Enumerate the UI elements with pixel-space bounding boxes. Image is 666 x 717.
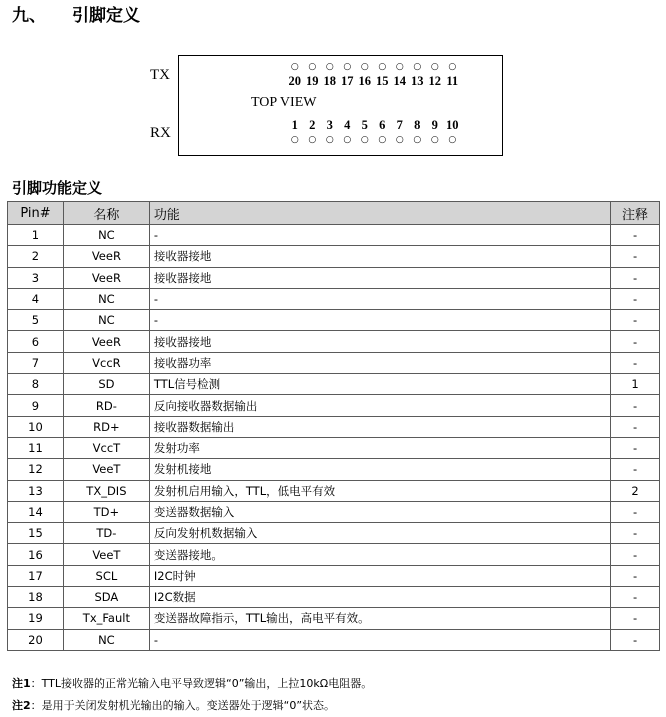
table-row (8, 225, 660, 246)
pin-name-cell: TD+ (63, 501, 149, 522)
pin-function-cell: 变送器接地。 (149, 544, 610, 565)
pin-marker: ○ (430, 135, 439, 145)
tx-label: TX (150, 67, 170, 83)
pin-note-cell: 2 (611, 480, 660, 501)
pin-number: 10 (446, 118, 459, 132)
pin-number-cell: 10 (8, 416, 64, 437)
pin-number-cell: 7 (8, 352, 64, 373)
pin-marker: ○ (308, 62, 317, 72)
pin-marker: ○ (378, 62, 387, 72)
table-row (8, 587, 660, 608)
pin-name-cell: VeeT (63, 459, 149, 480)
pin-note-cell: - (611, 225, 660, 246)
table-row (8, 374, 660, 395)
pin-number: 19 (306, 74, 319, 88)
pin-note-cell: - (611, 523, 660, 544)
pin-note-cell: - (611, 544, 660, 565)
table-row (8, 352, 660, 373)
pin-number: 17 (341, 74, 354, 88)
pin-number: 11 (446, 74, 459, 88)
pin-number: 16 (358, 74, 371, 88)
table-row (8, 310, 660, 331)
pin-note-cell: - (611, 395, 660, 416)
pin-function-table (7, 201, 660, 651)
note-1-label: 注1 (12, 677, 31, 690)
pin-function-cell: TTL信号检测 (149, 374, 610, 395)
pin-number: 12 (428, 74, 441, 88)
tx-pin-numbers (286, 74, 461, 89)
tx-pin-markers (286, 62, 461, 72)
pin-note-cell: - (611, 267, 660, 288)
pin-number: 15 (376, 74, 389, 88)
pin-name-cell: SDA (63, 587, 149, 608)
pin-function-cell: - (149, 225, 610, 246)
pin-number-cell: 14 (8, 501, 64, 522)
table-row (8, 565, 660, 586)
pin-number: 7 (396, 118, 403, 132)
pin-number-cell: 17 (8, 565, 64, 586)
pin-note-cell: - (611, 565, 660, 586)
pin-name-cell: SCL (63, 565, 149, 586)
top-view-label: TOP VIEW (251, 95, 317, 110)
pin-marker: ○ (343, 135, 352, 145)
pin-marker: ○ (448, 62, 457, 72)
pin-function-cell: 发射机接地 (149, 459, 610, 480)
pin-marker: ○ (395, 135, 404, 145)
pin-name-cell: VeeT (63, 544, 149, 565)
table-row (8, 501, 660, 522)
pin-function-cell: 变送器故障指示，TTL输出，高电平有效。 (149, 608, 610, 629)
note-1-text: ：TTL接收器的正常光输入电平导致逻辑“0”输出，上拉10kΩ电阻器。 (30, 677, 373, 690)
pin-number: 5 (361, 118, 368, 132)
pin-note-cell: - (611, 352, 660, 373)
header-name: 名称 (63, 202, 149, 225)
table-row (8, 629, 660, 650)
pin-marker: ○ (360, 135, 369, 145)
pin-note-cell: - (611, 416, 660, 437)
pin-name-cell: VccT (63, 437, 149, 458)
pin-name-cell: VccR (63, 352, 149, 373)
pin-number-cell: 3 (8, 267, 64, 288)
table-row (8, 288, 660, 309)
pin-number-cell: 18 (8, 587, 64, 608)
pin-name-cell: Tx_Fault (63, 608, 149, 629)
pin-marker: ○ (325, 62, 334, 72)
pin-note-cell: - (611, 437, 660, 458)
pin-marker: ○ (430, 62, 439, 72)
note-1 (12, 673, 372, 695)
pin-number-cell: 20 (8, 629, 64, 650)
pin-name-cell: VeeR (63, 331, 149, 352)
pin-number: 4 (344, 118, 351, 132)
table-row (8, 267, 660, 288)
pin-function-cell: I2C时钟 (149, 565, 610, 586)
pin-name-cell: TD- (63, 523, 149, 544)
pin-number: 18 (323, 74, 336, 88)
pin-number-cell: 2 (8, 246, 64, 267)
table-row (8, 246, 660, 267)
pin-marker: ○ (378, 135, 387, 145)
pin-number-cell: 9 (8, 395, 64, 416)
section-title: 引脚定义 (72, 6, 140, 26)
pin-function-cell: - (149, 288, 610, 309)
header-function: 功能 (149, 202, 610, 225)
pin-number: 14 (393, 74, 406, 88)
pin-number: 8 (414, 118, 421, 132)
pin-note-cell: - (611, 246, 660, 267)
pin-number-cell: 4 (8, 288, 64, 309)
pin-number: 13 (411, 74, 424, 88)
pin-note-cell: - (611, 331, 660, 352)
pin-name-cell: VeeR (63, 246, 149, 267)
pin-number-cell: 15 (8, 523, 64, 544)
pin-marker: ○ (290, 62, 299, 72)
header-pin: Pin# (8, 202, 64, 225)
rx-pin-numbers (286, 118, 461, 133)
pin-number-cell: 13 (8, 480, 64, 501)
rx-pin-markers (286, 135, 461, 145)
pin-name-cell: NC (63, 288, 149, 309)
table-row (8, 480, 660, 501)
pin-marker: ○ (290, 135, 299, 145)
pin-name-cell: NC (63, 310, 149, 331)
pin-function-cell: 变送器数据输入 (149, 501, 610, 522)
pin-number-cell: 6 (8, 331, 64, 352)
pin-note-cell: - (611, 587, 660, 608)
pin-function-cell: 发射功率 (149, 437, 610, 458)
notes (12, 673, 372, 717)
pin-name-cell: RD- (63, 395, 149, 416)
note-2 (12, 695, 372, 717)
table-row (8, 331, 660, 352)
pin-function-cell: 接收器接地 (149, 246, 610, 267)
pin-note-cell: - (611, 608, 660, 629)
pin-number-cell: 16 (8, 544, 64, 565)
pin-function-cell: 发射机启用输入，TTL，低电平有效 (149, 480, 610, 501)
pin-number: 6 (379, 118, 386, 132)
note-2-label: 注2 (12, 699, 31, 712)
pin-marker: ○ (360, 62, 369, 72)
pin-number: 3 (326, 118, 333, 132)
note-2-text: ：是用于关闭发射机光输出的输入。变送器处于逻辑“0”状态。 (30, 699, 336, 712)
rx-label: RX (150, 125, 171, 141)
pin-number-cell: 12 (8, 459, 64, 480)
pin-note-cell: - (611, 459, 660, 480)
table-row (8, 523, 660, 544)
pin-function-cell: 接收器接地 (149, 267, 610, 288)
pin-function-cell: - (149, 629, 610, 650)
pin-marker: ○ (308, 135, 317, 145)
pin-number-cell: 8 (8, 374, 64, 395)
table-header-row (8, 202, 660, 225)
pin-note-cell: - (611, 501, 660, 522)
section-heading (12, 1, 140, 26)
table-row (8, 608, 660, 629)
pin-name-cell: NC (63, 629, 149, 650)
pin-number-cell: 19 (8, 608, 64, 629)
pin-function-cell: 接收器数据输出 (149, 416, 610, 437)
pin-note-cell: - (611, 629, 660, 650)
table-title: 引脚功能定义 (12, 179, 103, 197)
pin-name-cell: NC (63, 225, 149, 246)
pin-marker: ○ (413, 62, 422, 72)
pin-number: 9 (431, 118, 438, 132)
pin-marker: ○ (413, 135, 422, 145)
table-row (8, 416, 660, 437)
pin-marker: ○ (448, 135, 457, 145)
pin-function-cell: 接收器接地 (149, 331, 610, 352)
pin-function-cell: 反向发射机数据输入 (149, 523, 610, 544)
pin-name-cell: TX_DIS (63, 480, 149, 501)
pin-function-cell: 反向接收器数据输出 (149, 395, 610, 416)
pin-function-cell: 接收器功率 (149, 352, 610, 373)
pin-note-cell: 1 (611, 374, 660, 395)
pin-marker: ○ (395, 62, 404, 72)
pin-number: 1 (291, 118, 298, 132)
pin-function-cell: I2C数据 (149, 587, 610, 608)
pin-marker: ○ (325, 135, 334, 145)
pin-name-cell: SD (63, 374, 149, 395)
header-note: 注释 (611, 202, 660, 225)
table-row (8, 459, 660, 480)
module-outline (178, 55, 503, 156)
table-row (8, 544, 660, 565)
pin-number-cell: 5 (8, 310, 64, 331)
pin-number-cell: 1 (8, 225, 64, 246)
pin-marker: ○ (343, 62, 352, 72)
table-row (8, 437, 660, 458)
pin-name-cell: VeeR (63, 267, 149, 288)
pin-function-cell: - (149, 310, 610, 331)
table-row (8, 395, 660, 416)
pin-name-cell: RD+ (63, 416, 149, 437)
pin-diagram (150, 55, 510, 160)
pin-number: 2 (309, 118, 316, 132)
pin-number: 20 (288, 74, 301, 88)
pin-note-cell: - (611, 310, 660, 331)
pin-note-cell: - (611, 288, 660, 309)
section-number: 九、 (12, 6, 46, 26)
pin-number-cell: 11 (8, 437, 64, 458)
